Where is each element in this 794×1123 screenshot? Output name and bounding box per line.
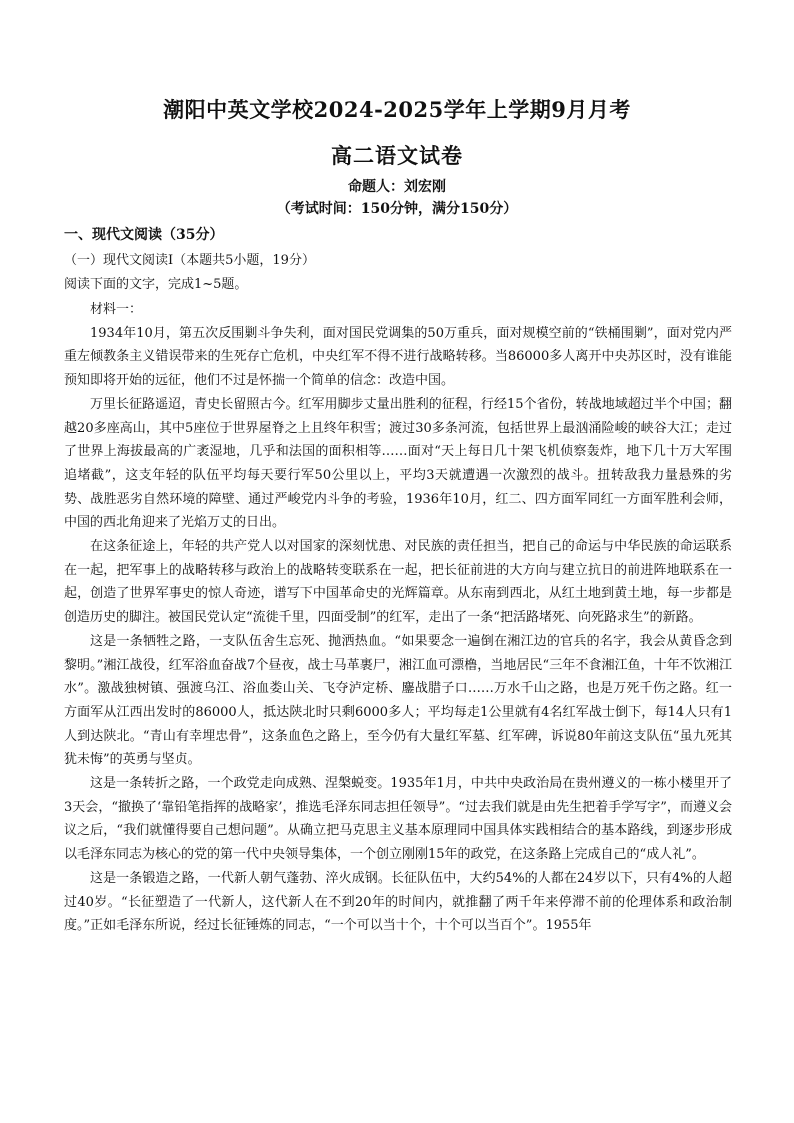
material-paragraph: 这是一条牺牲之路，一支队伍舍生忘死、抛洒热血。“如果要念一遍倒在湘江边的官兵的名字，我会从黄昏念到黎明。”湘江战役，红军浴血奋战7个昼夜，战士马革裹尸，湘江血可漂橹，当地居民“三年不食湘江鱼，十年不饮湘江水”。激战独树镇、强渡乌江、浴血娄山关、飞夺泸定桥、鏖战腊子口……万水千山之路，也是万死千伤之路。红一方面军从江西出发时的86000人，抵达陕北时只剩6000多人；平均每走1公里就有4名红军战士倒下，每14人只有1人到达陕北。“青山有幸埋忠骨”，这条血色之路上，至今仍有大量红军墓、红军碑，诉说80年前这支队伍“虽九死其犹未悔”的英勇与坚贞。 [64,633,732,768]
material-paragraph: 1934年10月，第五次反围剿斗争失利，面对国民党调集的50万重兵，面对规模空前的“铁桶围剿”，面对党内严重左倾教条主义错误带来的生死存亡危机，中央红军不得不进行战略转移。当86000多人离开中央苏区时，没有谁能预知即将开始的远征，他们不过是怀揣一个简单的信念：改造中国。 [64,325,732,389]
exam-info: （考试时间：150分钟，满分150分） [276,201,518,217]
section-heading: 一、现代文阅读（35分） [64,227,224,243]
material-paragraph: 在这条征途上，年轻的共产党人以对国家的深刻忧患、对民族的责任担当，把自己的命运与中华民族的命运联系在一起，把军事上的战略转移与政治上的战略转变联系在一起，把长征前进的大方向与建立抗日的前进阵地联系在一起，创造了世界军事史的惊人奇迹，谱写下中国革命史的光辉篇章。从东南到西北，从红土地到黄土地，每一步都是创造历史的脚注。被国民党认定“流徙千里，四面受制”的红军，走出了一条“把活路堵死、向死路求生”的新路。 [64,539,732,626]
material-text [64,298,732,938]
reading-instruction: 阅读下面的文字，完成1~5题。 [64,277,248,292]
exam-title: 潮阳中英文学校2024-2025学年上学期9月月考 [163,97,631,122]
material-label: 材料一： [90,302,143,317]
material-paragraph: 这是一条锻造之路，一代新人朝气蓬勃、淬火成钢。长征队伍中，大约54%的人都在24岁以下，只有4%的人超过40岁。“长征塑造了一代新人，这代新人在不到20年的时间内，就推翻了两千年来停滞不前的伦理体系和政治制度。”正如毛泽东所说，经过长征锤炼的同志，“一个可以当十个，十个可以当百个”。1955年 [64,870,732,934]
exam-author: 命题人：刘宏刚 [348,179,446,195]
material-paragraph: 这是一条转折之路，一个政党走向成熟、涅槃蜕变。1935年1月，中共中央政治局在贵州遵义的一栋小楼里开了3天会，“撤换了‘靠铅笔指挥的战略家’，推选毛泽东同志担任领导”。“过去我们就是由先生把着手学写字”，而遵义会议之后，“我们就懂得要自己想问题”。从确立把马克思主义基本原理同中国具体实践相结合的基本路线，到逐步形成以毛泽东同志为核心的党的第一代中央领导集体，一个创立刚刚15年的政党，在这条路上完成自己的“成人礼”。 [64,776,732,863]
exam-subject-title: 高二语文试卷 [331,143,463,168]
subsection-heading: （一）现代文阅读I（本题共5小题，19分） [64,253,315,268]
material-paragraph: 万里长征路遥迢，青史长留照古今。红军用脚步丈量出胜利的征程，行经15个省份，转战地域超过半个中国；翻越20多座高山，其中5座位于世界屋脊之上且终年积雪；渡过30多条河流，包括世界上最汹涌险峻的峡谷大江；走过了世界上海拔最高的广袤湿地，几乎和法国的面积相等……面对“天上每日几十架飞机侦察轰炸，地下几十万大军围追堵截”，这支年轻的队伍平均每天要行军50公里以上，平均3天就遭遇一次激烈的战斗。扭转敌我力量悬殊的劣势、战胜恶劣自然环境的障壁、通过严峻党内斗争的考验，1936年10月，红二、四方面军同红一方面军胜利会师，中国的西北角迎来了光焰万丈的日出。 [64,396,732,531]
